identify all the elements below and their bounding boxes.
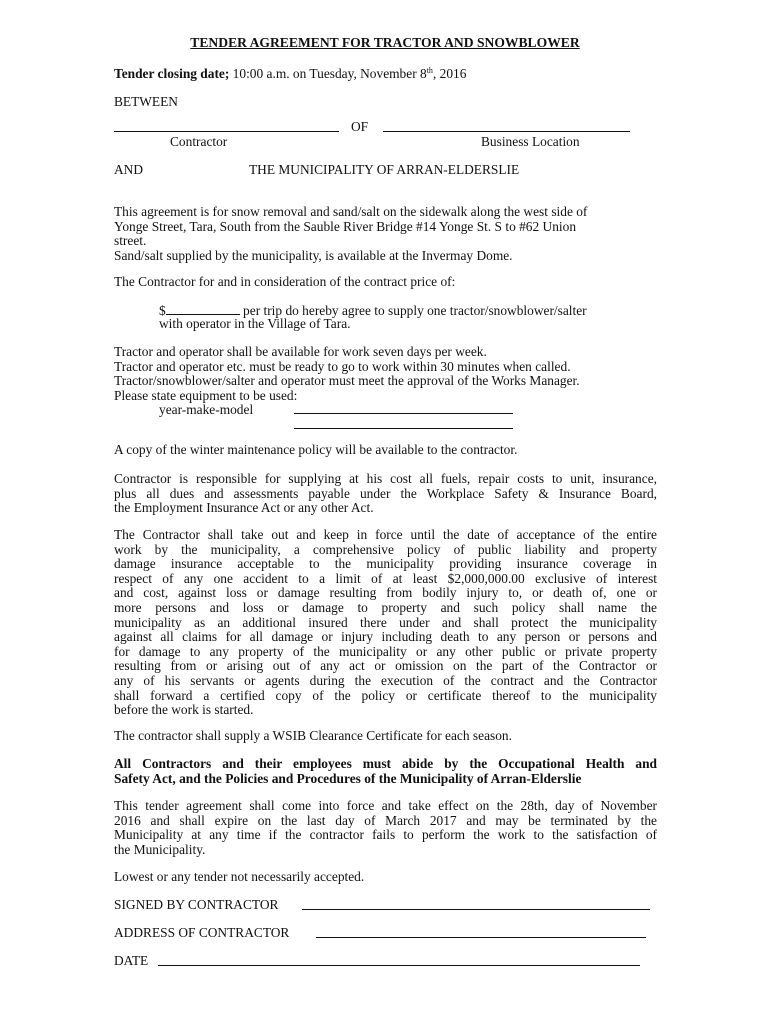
municipality-name: THE MUNICIPALITY OF ARRAN-ELDERSLIE bbox=[249, 162, 520, 177]
price-line-text: per trip do hereby agree to supply one tractor/snowblower/salter bbox=[239, 303, 587, 318]
safety-line: All Contractors and their employees must abide by the Occupational Health and bbox=[114, 756, 657, 771]
term-paragraph bbox=[114, 799, 657, 857]
costs-line: Contractor is responsible for supplying at his cost all fuels, repair costs to unit, insurance, bbox=[114, 471, 657, 486]
between-label: BETWEEN bbox=[114, 94, 178, 109]
costs-line: the Employment Insurance Act or any other Act. bbox=[114, 500, 374, 516]
closing-date bbox=[114, 67, 466, 82]
term-line: Municipality at any time if the contractor fails to perform the work to the satisfaction of bbox=[114, 827, 657, 843]
year-make-model-label: year-make-model bbox=[159, 402, 254, 417]
closing-date-label: Tender closing date; bbox=[114, 66, 230, 81]
price-line-2: with operator in the Village of Tara. bbox=[159, 316, 351, 331]
insurance-line: and cost, against loss or damage resulting from bodily injury to, or death of, one or bbox=[114, 585, 657, 601]
price-per-trip-field[interactable] bbox=[166, 303, 240, 315]
wsib-paragraph: The contractor shall supply a WSIB Clearance Certificate for each season. bbox=[114, 728, 512, 743]
contractor-label: Contractor bbox=[170, 134, 228, 149]
business-location-label: Business Location bbox=[481, 134, 580, 149]
insurance-line: resulting from or arising out of any act or omission on the part of the Contractor or bbox=[114, 658, 657, 674]
scope-paragraph bbox=[114, 205, 657, 263]
signature-line[interactable] bbox=[302, 909, 650, 910]
business-location-line[interactable] bbox=[383, 131, 630, 132]
availability-line: Tractor and operator etc. must be ready to go to work within 30 minutes when called. bbox=[114, 358, 571, 374]
insurance-line: respect of any one accident to a limit of at least $2,000,000.00 exclusive of interest bbox=[114, 570, 657, 586]
availability-line: Please state equipment to be used: bbox=[114, 387, 298, 403]
availability-paragraph bbox=[114, 345, 657, 403]
date-label: DATE bbox=[114, 953, 149, 968]
address-line[interactable] bbox=[316, 937, 646, 938]
address-of-contractor-label: ADDRESS OF CONTRACTOR bbox=[114, 925, 290, 940]
availability-line: Tractor/snowblower/salter and operator must meet the approval of the Works Manager. bbox=[114, 373, 580, 389]
dollar-sign: $ bbox=[159, 303, 166, 318]
term-line: This tender agreement shall come into force and take effect on the 28th, day of November bbox=[114, 798, 657, 813]
year-make-model-line-2[interactable] bbox=[294, 428, 513, 429]
insurance-line: more persons and loss or damage to property and such policy shall name the bbox=[114, 599, 657, 615]
availability-line: Tractor and operator shall be available for work seven days per week. bbox=[114, 344, 487, 359]
term-line: 2016 and shall expire on the last day of March 2017 and may be terminated by the bbox=[114, 812, 657, 828]
insurance-line: any of his servants or agents during the execution of the contract and the Contractor bbox=[114, 672, 657, 688]
scope-line: street. bbox=[114, 233, 147, 249]
of-label: OF bbox=[351, 119, 369, 134]
closing-date-year: , 2016 bbox=[432, 66, 467, 81]
and-label: AND bbox=[114, 162, 144, 177]
closing-date-value: 10:00 a.m. on Tuesday, November 8 bbox=[229, 66, 427, 81]
insurance-line: shall forward a certified copy of the policy or certificate thereof to the municipality bbox=[114, 687, 657, 703]
insurance-line: damage insurance acceptable to the municipality providing insurance coverage in bbox=[114, 556, 657, 572]
costs-line: plus all dues and assessments payable under the Workplace Safety & Insurance Board, bbox=[114, 485, 657, 501]
insurance-line: The Contractor shall take out and keep in force until the date of acceptance of the entire bbox=[114, 527, 657, 542]
costs-paragraph bbox=[114, 472, 657, 516]
contractor-name-line[interactable] bbox=[114, 131, 339, 132]
date-line[interactable] bbox=[158, 965, 640, 966]
insurance-line: against all claims for all damage or injury including death to any person or persons and bbox=[114, 629, 657, 645]
scope-line: This agreement is for snow removal and sand/salt on the sidewalk along the west side of bbox=[114, 204, 588, 219]
lowest-tender-note: Lowest or any tender not necessarily accepted. bbox=[114, 869, 365, 884]
price-intro: The Contractor for and in consideration of the contract price of: bbox=[114, 274, 456, 289]
insurance-line: work by the municipality, a comprehensive policy of public liability and property bbox=[114, 541, 657, 557]
insurance-line: before the work is started. bbox=[114, 702, 254, 718]
term-line: the Municipality. bbox=[114, 841, 206, 857]
safety-paragraph bbox=[114, 757, 657, 786]
document-title: TENDER AGREEMENT FOR TRACTOR AND SNOWBLOWER bbox=[190, 35, 580, 50]
scope-line: Yonge Street, Tara, South from the Sauble River Bridge #14 Yonge St. S to #62 Union bbox=[114, 218, 577, 234]
year-make-model-line-1[interactable] bbox=[294, 413, 513, 414]
insurance-line: municipality as an additional insured there under and shall protect the municipality bbox=[114, 614, 657, 630]
safety-line: Safety Act, and the Policies and Procedures of the Municipality of Arran-Elderslie bbox=[114, 770, 582, 786]
scope-line: Sand/salt supplied by the municipality, is available at the Invermay Dome. bbox=[114, 247, 513, 263]
insurance-paragraph bbox=[114, 528, 657, 718]
policy-paragraph: A copy of the winter maintenance policy will be available to the contractor. bbox=[114, 442, 518, 457]
signed-by-contractor-label: SIGNED BY CONTRACTOR bbox=[114, 897, 279, 912]
closing-date-sup: th bbox=[426, 66, 433, 75]
insurance-line: for damage to any property of the municipality or any other public or private property bbox=[114, 643, 657, 659]
